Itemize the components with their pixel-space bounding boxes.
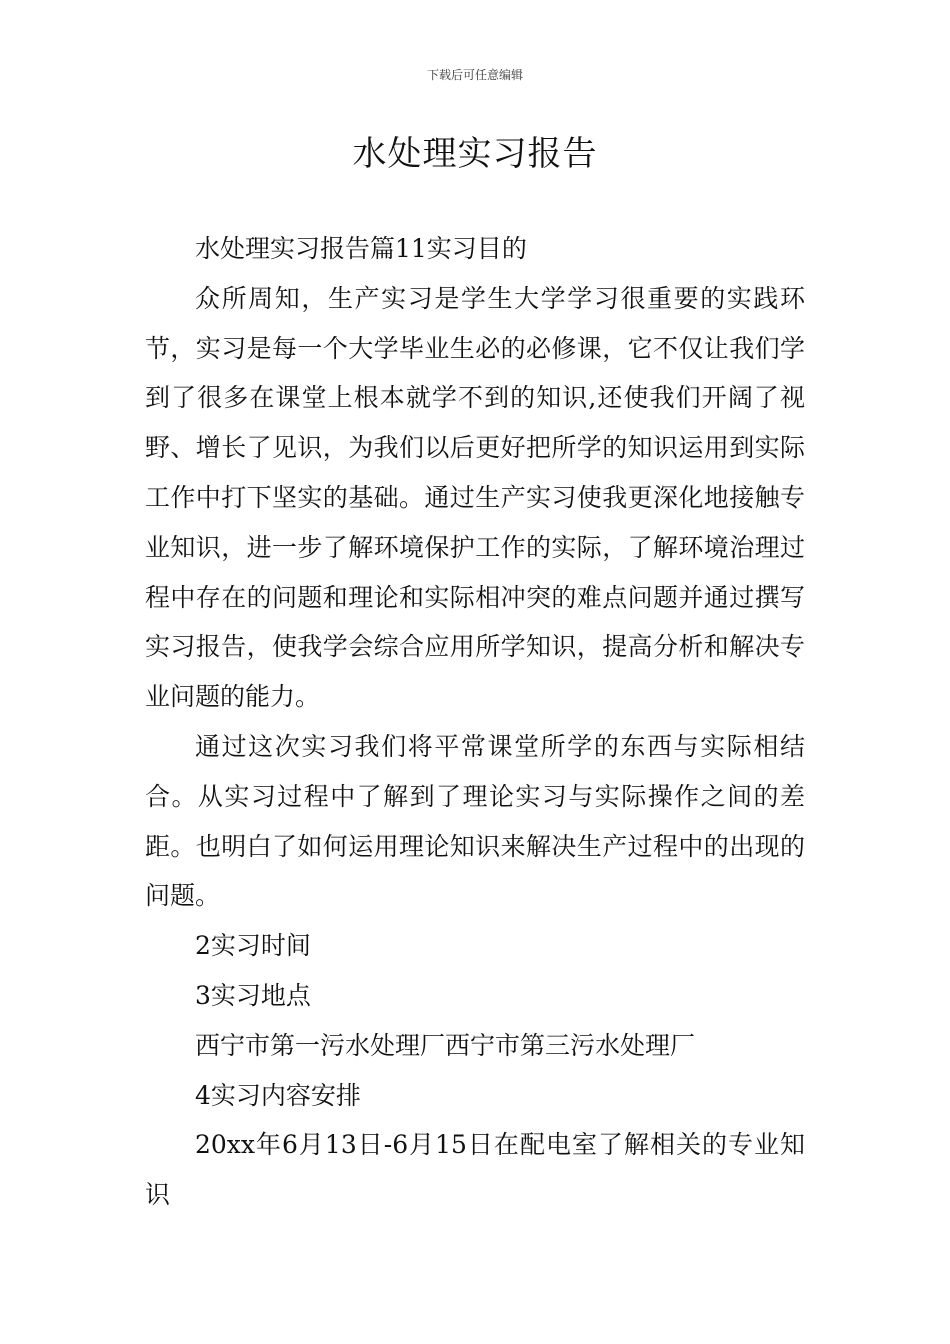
paragraph-purpose: 众所周知，生产实习是学生大学学习很重要的实践环节，实习是每一个大学毕业生必的必修课，它不仅让我们学到了很多在课堂上根本就学不到的知识,还使我们开阔了视野、增长了见识，为我们以后更好把所学的知识运用到实际工作中打下坚实的基础。通过生产实习使我更深化地接触专业知识，进一步了解环境保护工作的实际，了解环境治理过程中存在的问题和理论和实际相冲突的难点问题并通过撰写实习报告，使我学会综合应用所学知识，提高分析和解决专业问题的能力。 bbox=[145, 283, 805, 712]
paragraph-schedule-item: 20xx年6月13日-6月15日在配电室了解相关的专业知识 bbox=[145, 1130, 805, 1210]
document-body bbox=[145, 224, 805, 1220]
paragraph-locations: 西宁市第一污水处理厂西宁市第三污水处理厂 bbox=[195, 1030, 696, 1060]
paragraph-section-1-heading: 水处理实习报告篇11实习目的 bbox=[195, 234, 527, 263]
paragraph-summary: 通过这次实习我们将平常课堂所学的东西与实际相结合。从实习过程中了解到了理论实习与实际操作之间的差距。也明白了如何运用理论知识来解决生产过程中的出现的问题。 bbox=[145, 731, 805, 911]
paragraph-section-3-heading: 3实习地点 bbox=[195, 980, 311, 1010]
header-note: 下载后可任意编辑 bbox=[426, 68, 523, 82]
paragraph-section-2-heading: 2实习时间 bbox=[195, 931, 311, 961]
document-title: 水处理实习报告 bbox=[352, 134, 598, 174]
paragraph-section-4-heading: 4实习内容安排 bbox=[195, 1080, 361, 1110]
